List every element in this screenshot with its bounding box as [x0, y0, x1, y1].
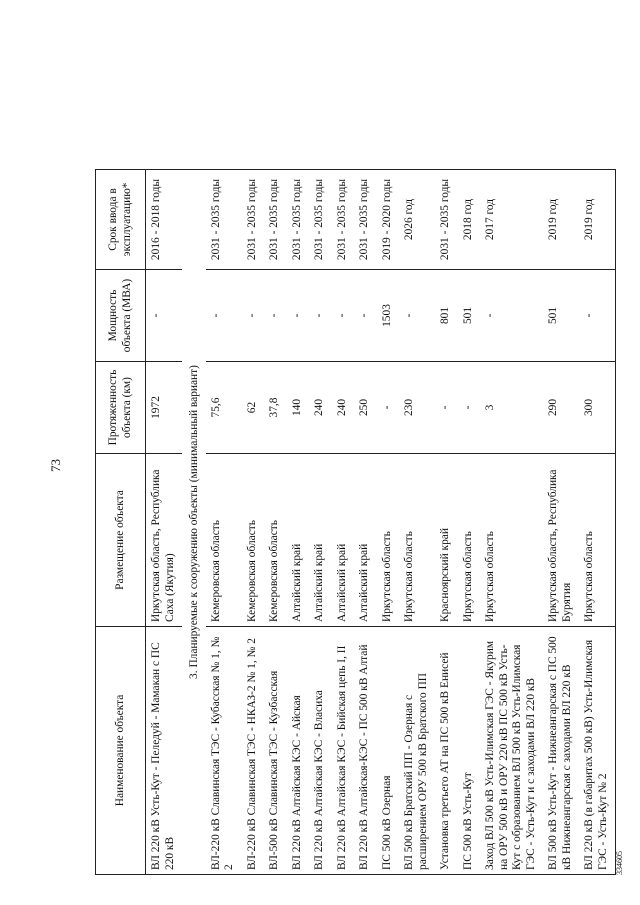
cell-location: Алтайский край — [354, 454, 377, 627]
cell-location: Красноярский край — [435, 454, 458, 627]
cell-length: 240 — [309, 362, 332, 454]
cell-power: - — [354, 270, 377, 362]
cell-power: - — [309, 270, 332, 362]
cell-date: 2031 - 2035 годы — [309, 170, 332, 270]
cell-length: 1972 — [146, 362, 183, 454]
table-row — [242, 170, 265, 875]
table-body — [146, 170, 616, 875]
cell-location: Иркутская область — [579, 454, 616, 627]
cell-length: - — [458, 362, 481, 454]
cell-location: Кемеровская область — [264, 454, 287, 627]
cell-length: 240 — [332, 362, 355, 454]
cell-length: 250 — [354, 362, 377, 454]
cell-location: Алтайский край — [309, 454, 332, 627]
table-row — [264, 170, 287, 875]
cell-power: - — [264, 270, 287, 362]
header-power: Мощность объекта (МВА) — [96, 270, 146, 362]
cell-length: 37,8 — [264, 362, 287, 454]
cell-name: Заход ВЛ 500 кВ Усть-Илимская ГЭС - Якурим на ОРУ 500 кВ и ОРУ 220 кВ ПС 500 кВ Усть-Кут с образованием ВЛ 500 кВ Усть-Илимская ГЭС - Усть-Кут и с заходами ВЛ 220 кВ — [480, 627, 543, 875]
cell-date: 2031 - 2035 годы — [287, 170, 310, 270]
cell-location: Кемеровская область — [242, 454, 265, 627]
page-number: 73 — [48, 459, 63, 472]
table-row — [543, 170, 579, 875]
footer-code: 334605 — [615, 851, 624, 875]
cell-name: ВЛ 220 кВ (в габаритах 500 кВ) Усть-Илимская ГЭС - Усть-Кут № 2 — [579, 627, 616, 875]
cell-location: Иркутская область, Республика Бурятия — [543, 454, 579, 627]
cell-location: Иркутская область, Республика Саха (Якутия) — [146, 454, 183, 627]
cell-length: 230 — [399, 362, 435, 454]
cell-length: - — [435, 362, 458, 454]
cell-date: 2031 - 2035 годы — [332, 170, 355, 270]
cell-power: - — [242, 270, 265, 362]
cell-name: ВЛ 220 кВ Алтайская КЭС - Бийская цепь I, II — [332, 627, 355, 875]
cell-name: ВЛ 220 кВ Алтайская КЭС - Власиха — [309, 627, 332, 875]
cell-date: 2019 год — [579, 170, 616, 270]
cell-name: ВЛ 500 кВ Усть-Кут - Нижнеангарская с ПС 500 кВ Нижнеангарская с заходами ВЛ 220 кВ — [543, 627, 579, 875]
cell-location: Алтайский край — [332, 454, 355, 627]
cell-date: 2019 год — [543, 170, 579, 270]
section-title: 3. Планируемые к сооружению объекты (минимальный вариант) — [182, 170, 206, 875]
cell-date: 2026 год — [399, 170, 435, 270]
cell-power: - — [332, 270, 355, 362]
cell-power: - — [206, 270, 242, 362]
cell-location: Иркутская область — [480, 454, 543, 627]
cell-length: 62 — [242, 362, 265, 454]
section-row — [182, 170, 206, 875]
cell-date: 2016 - 2018 годы — [146, 170, 183, 270]
table-row — [206, 170, 242, 875]
cell-length: 290 — [543, 362, 579, 454]
header-name: Наименование объекта — [96, 627, 146, 875]
table-row — [354, 170, 377, 875]
table-row — [480, 170, 543, 875]
table-row — [332, 170, 355, 875]
cell-date: 2018 год — [458, 170, 481, 270]
cell-date: 2031 - 2035 годы — [264, 170, 287, 270]
cell-date: 2031 - 2035 годы — [242, 170, 265, 270]
table-row — [146, 170, 183, 875]
cell-power: - — [287, 270, 310, 362]
cell-location: Алтайский край — [287, 454, 310, 627]
cell-date: 2031 - 2035 годы — [206, 170, 242, 270]
cell-power: 501 — [458, 270, 481, 362]
cell-power: - — [146, 270, 183, 362]
facilities-table — [95, 169, 616, 875]
table-row — [435, 170, 458, 875]
cell-date: 2019 - 2020 годы — [377, 170, 400, 270]
cell-location: Иркутская область — [399, 454, 435, 627]
cell-name: ВЛ 220 кВ Алтайская КЭС - Айская — [287, 627, 310, 875]
cell-date: 2031 - 2035 годы — [354, 170, 377, 270]
cell-power: - — [579, 270, 616, 362]
cell-location: Иркутская область — [458, 454, 481, 627]
cell-length: 140 — [287, 362, 310, 454]
table-row — [399, 170, 435, 875]
table-row — [377, 170, 400, 875]
cell-name: ПС 500 кВ Усть-Кут — [458, 627, 481, 875]
table-row — [458, 170, 481, 875]
cell-location: Иркутская область — [377, 454, 400, 627]
table-header-row — [96, 170, 146, 875]
header-date: Срок ввода в эксплуатацию* — [96, 170, 146, 270]
header-length: Протяженность объекта (км) — [96, 362, 146, 454]
cell-name: ВЛ 500 кВ Братский ПП - Озерная с расширением ОРУ 500 кВ Братского ПП — [399, 627, 435, 875]
header-location: Размещение объекта — [96, 454, 146, 627]
cell-power: 501 — [543, 270, 579, 362]
cell-date: 2017 год — [480, 170, 543, 270]
cell-name: ПС 500 кВ Озерная — [377, 627, 400, 875]
table-row — [309, 170, 332, 875]
cell-name: ВЛ-220 кВ Славинская ТЭС - Кубасская № 1, № 2 — [206, 627, 242, 875]
cell-name: ВЛ-220 кВ Славинская ТЭС - НКАЗ-2 № 1, № 2 — [242, 627, 265, 875]
cell-date: 2031 - 2035 годы — [435, 170, 458, 270]
cell-length: 75,6 — [206, 362, 242, 454]
cell-location: Кемеровская область — [206, 454, 242, 627]
cell-length: 3 — [480, 362, 543, 454]
cell-power: 1503 — [377, 270, 400, 362]
cell-power: - — [480, 270, 543, 362]
cell-length: - — [377, 362, 400, 454]
cell-name: ВЛ-500 кВ Славинская ТЭС - Кузбасская — [264, 627, 287, 875]
table-row — [287, 170, 310, 875]
table-row — [579, 170, 616, 875]
cell-name: ВЛ 220 кВ Алтайская-КЭС - ПС 500 кВ Алтай — [354, 627, 377, 875]
cell-power: - — [399, 270, 435, 362]
cell-name: ВЛ 220 кВ Усть-Кут - Пеледуй - Мамакан с ПС 220 кВ — [146, 627, 183, 875]
cell-name: Установка третьего АТ на ПС 500 кВ Енисей — [435, 627, 458, 875]
cell-power: 801 — [435, 270, 458, 362]
cell-length: 300 — [579, 362, 616, 454]
